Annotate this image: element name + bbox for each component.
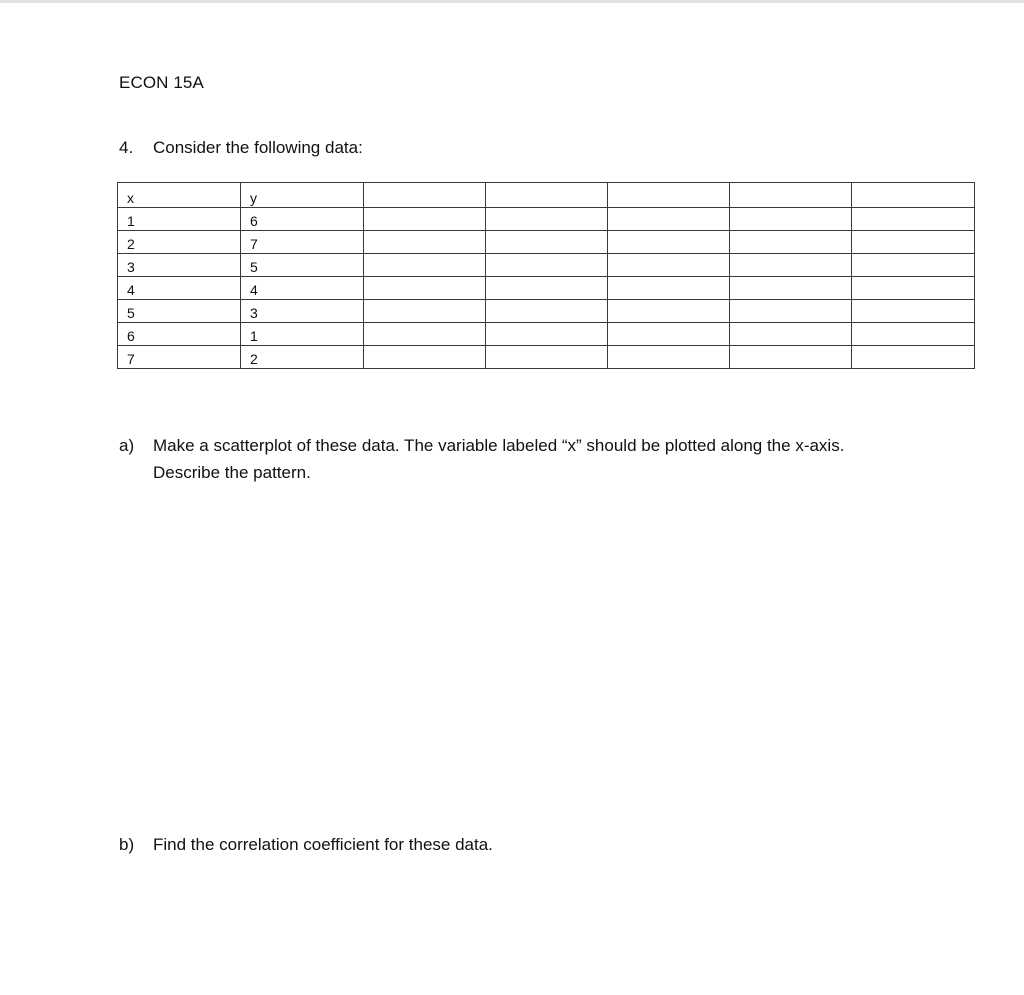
- empty-cell: [364, 277, 486, 300]
- empty-cell: [730, 183, 852, 208]
- data-table: [117, 182, 975, 369]
- empty-cell: [730, 323, 852, 346]
- cell-x: 3: [118, 254, 241, 277]
- empty-cell: [364, 254, 486, 277]
- empty-cell: [852, 231, 975, 254]
- header-x: x: [118, 183, 241, 208]
- empty-cell: [608, 277, 730, 300]
- empty-cell: [730, 300, 852, 323]
- empty-cell: [364, 300, 486, 323]
- empty-cell: [364, 231, 486, 254]
- cell-y: 6: [241, 208, 364, 231]
- table-row: [118, 208, 975, 231]
- part-b: [119, 831, 979, 858]
- empty-cell: [852, 277, 975, 300]
- empty-cell: [608, 300, 730, 323]
- cell-x: 1: [118, 208, 241, 231]
- empty-cell: [364, 208, 486, 231]
- empty-cell: [852, 300, 975, 323]
- empty-cell: [608, 183, 730, 208]
- table-row: [118, 323, 975, 346]
- cell-y: 4: [241, 277, 364, 300]
- empty-cell: [608, 254, 730, 277]
- empty-cell: [486, 231, 608, 254]
- empty-cell: [608, 231, 730, 254]
- empty-cell: [486, 300, 608, 323]
- empty-cell: [486, 346, 608, 369]
- cell-y: 2: [241, 346, 364, 369]
- course-title: ECON 15A: [119, 73, 204, 92]
- part-b-text: Find the correlation coefficient for these data.: [153, 835, 493, 854]
- empty-cell: [608, 208, 730, 231]
- empty-cell: [730, 208, 852, 231]
- empty-cell: [852, 254, 975, 277]
- empty-cell: [852, 346, 975, 369]
- empty-cell: [364, 323, 486, 346]
- part-b-label: b): [119, 835, 135, 854]
- cell-x: 4: [118, 277, 241, 300]
- cell-y: 7: [241, 231, 364, 254]
- empty-cell: [852, 323, 975, 346]
- cell-x: 6: [118, 323, 241, 346]
- empty-cell: [486, 183, 608, 208]
- table-row: [118, 300, 975, 323]
- empty-cell: [364, 183, 486, 208]
- part-a-line-2: Describe the pattern.: [153, 463, 311, 482]
- empty-cell: [730, 254, 852, 277]
- part-a: [119, 432, 979, 486]
- table-row: [118, 231, 975, 254]
- table-row: [118, 254, 975, 277]
- cell-y: 1: [241, 323, 364, 346]
- cell-y: 5: [241, 254, 364, 277]
- cell-y: 3: [241, 300, 364, 323]
- empty-cell: [364, 346, 486, 369]
- empty-cell: [486, 323, 608, 346]
- cell-x: 7: [118, 346, 241, 369]
- question-4: [119, 138, 363, 158]
- empty-cell: [608, 323, 730, 346]
- part-a-label: a): [119, 436, 135, 455]
- empty-cell: [486, 208, 608, 231]
- empty-cell: [852, 183, 975, 208]
- table-row: [118, 346, 975, 369]
- empty-cell: [486, 254, 608, 277]
- question-text: Consider the following data:: [153, 138, 363, 157]
- empty-cell: [852, 208, 975, 231]
- empty-cell: [608, 346, 730, 369]
- empty-cell: [730, 231, 852, 254]
- top-divider: [0, 0, 1024, 3]
- cell-x: 2: [118, 231, 241, 254]
- header-y: y: [241, 183, 364, 208]
- question-number: 4.: [119, 138, 134, 157]
- part-a-line-1: Make a scatterplot of these data. The variable labeled “x” should be plotted along the x-axis.: [153, 436, 845, 455]
- empty-cell: [730, 346, 852, 369]
- table-row: [118, 277, 975, 300]
- empty-cell: [730, 277, 852, 300]
- table-header-row: [118, 183, 975, 208]
- empty-cell: [486, 277, 608, 300]
- cell-x: 5: [118, 300, 241, 323]
